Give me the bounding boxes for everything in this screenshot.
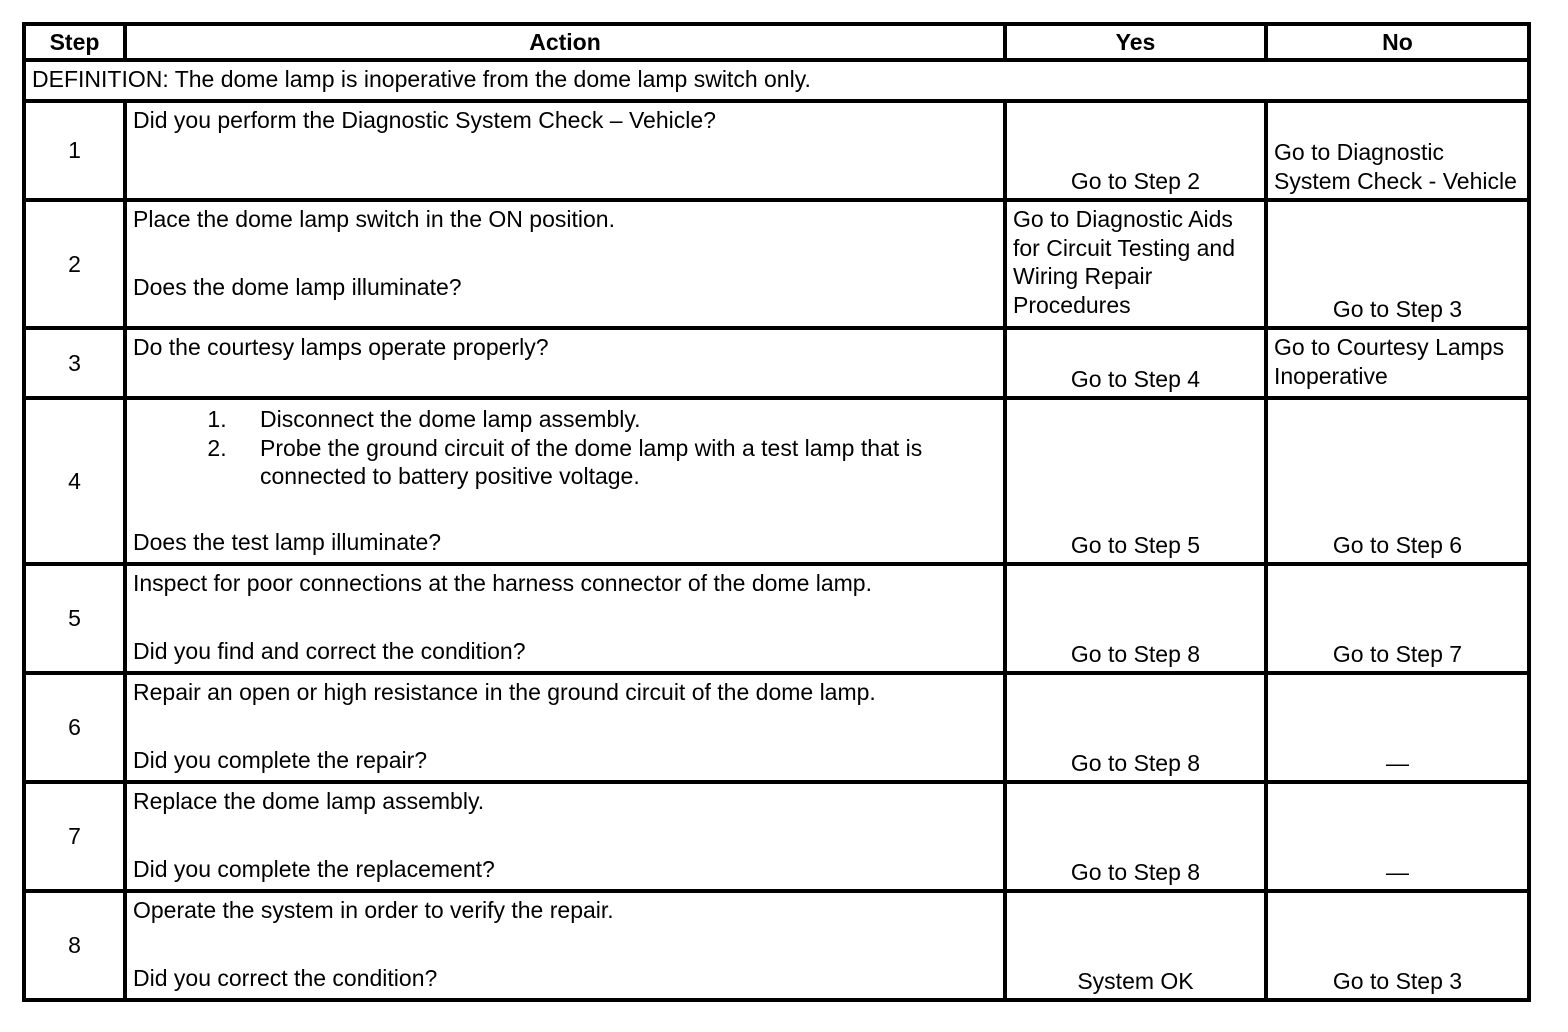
diagnostic-table xyxy=(22,22,1531,1002)
action-cell xyxy=(125,398,1005,564)
table-row xyxy=(24,328,1529,398)
action-line: Repair an open or high resistance in the ground circuit of the dome lamp. xyxy=(133,679,876,705)
header-action: Action xyxy=(125,24,1005,60)
action-line: Replace the dome lamp assembly. xyxy=(133,788,485,814)
step-number: 6 xyxy=(24,673,125,782)
header-step: Step xyxy=(24,24,125,60)
yes-cell: Go to Step 8 xyxy=(1005,564,1266,673)
action-line: Operate the system in order to verify the repair. xyxy=(133,897,614,923)
action-line: Place the dome lamp switch in the ON position. xyxy=(133,206,615,232)
yes-cell: System OK xyxy=(1005,891,1266,1000)
no-cell: Go to Step 3 xyxy=(1266,891,1529,1000)
table-row xyxy=(24,891,1529,1000)
action-question: Did you correct the condition? xyxy=(133,964,438,991)
no-cell: — xyxy=(1266,673,1529,782)
step-number: 5 xyxy=(24,564,125,673)
table-row xyxy=(24,564,1529,673)
header-row xyxy=(24,24,1529,60)
table-row xyxy=(24,398,1529,564)
step-number: 3 xyxy=(24,328,125,398)
action-line: Do the courtesy lamps operate properly? xyxy=(133,334,549,360)
header-no: No xyxy=(1266,24,1529,60)
action-line: Inspect for poor connections at the harness connector of the dome lamp. xyxy=(133,570,872,596)
substep-list xyxy=(133,405,997,491)
action-cell xyxy=(125,200,1005,328)
step-number: 8 xyxy=(24,891,125,1000)
substep-item: 1. Disconnect the dome lamp assembly. xyxy=(233,405,997,434)
table-row xyxy=(24,673,1529,782)
no-cell: Go to Step 3 xyxy=(1266,200,1529,328)
no-cell: Go to Step 6 xyxy=(1266,398,1529,564)
action-cell xyxy=(125,782,1005,891)
action-question: Did you find and correct the condition? xyxy=(133,637,526,664)
yes-cell: Go to Step 4 xyxy=(1005,328,1266,398)
no-cell: — xyxy=(1266,782,1529,891)
yes-cell: Go to Diagnostic Aids for Circuit Testing and Wiring Repair Procedures xyxy=(1005,200,1266,328)
action-cell xyxy=(125,101,1005,200)
step-number: 7 xyxy=(24,782,125,891)
action-cell xyxy=(125,328,1005,398)
yes-cell: Go to Step 2 xyxy=(1005,101,1266,200)
yes-cell: Go to Step 8 xyxy=(1005,782,1266,891)
table-row xyxy=(24,101,1529,200)
no-cell: Go to Step 7 xyxy=(1266,564,1529,673)
step-number: 2 xyxy=(24,200,125,328)
action-question: Does the dome lamp illuminate? xyxy=(133,273,462,300)
definition-text: DEFINITION: The dome lamp is inoperative from the dome lamp switch only. xyxy=(24,60,1529,101)
yes-cell: Go to Step 5 xyxy=(1005,398,1266,564)
header-yes: Yes xyxy=(1005,24,1266,60)
action-question: Does the test lamp illuminate? xyxy=(133,528,442,555)
yes-cell: Go to Step 8 xyxy=(1005,673,1266,782)
substep-item: 2. Probe the ground circuit of the dome lamp with a test lamp that is connected to battery positive voltage. xyxy=(233,434,997,491)
action-line: Did you perform the Diagnostic System Check – Vehicle? xyxy=(133,107,716,133)
action-cell xyxy=(125,891,1005,1000)
definition-row xyxy=(24,60,1529,101)
action-cell xyxy=(125,673,1005,782)
action-question: Did you complete the repair? xyxy=(133,746,428,773)
no-cell: Go to Diagnostic System Check - Vehicle xyxy=(1266,101,1529,200)
table-row xyxy=(24,782,1529,891)
step-number: 1 xyxy=(24,101,125,200)
action-question: Did you complete the replacement? xyxy=(133,855,495,882)
table-row xyxy=(24,200,1529,328)
no-cell: Go to Courtesy Lamps Inoperative xyxy=(1266,328,1529,398)
step-number: 4 xyxy=(24,398,125,564)
action-cell xyxy=(125,564,1005,673)
